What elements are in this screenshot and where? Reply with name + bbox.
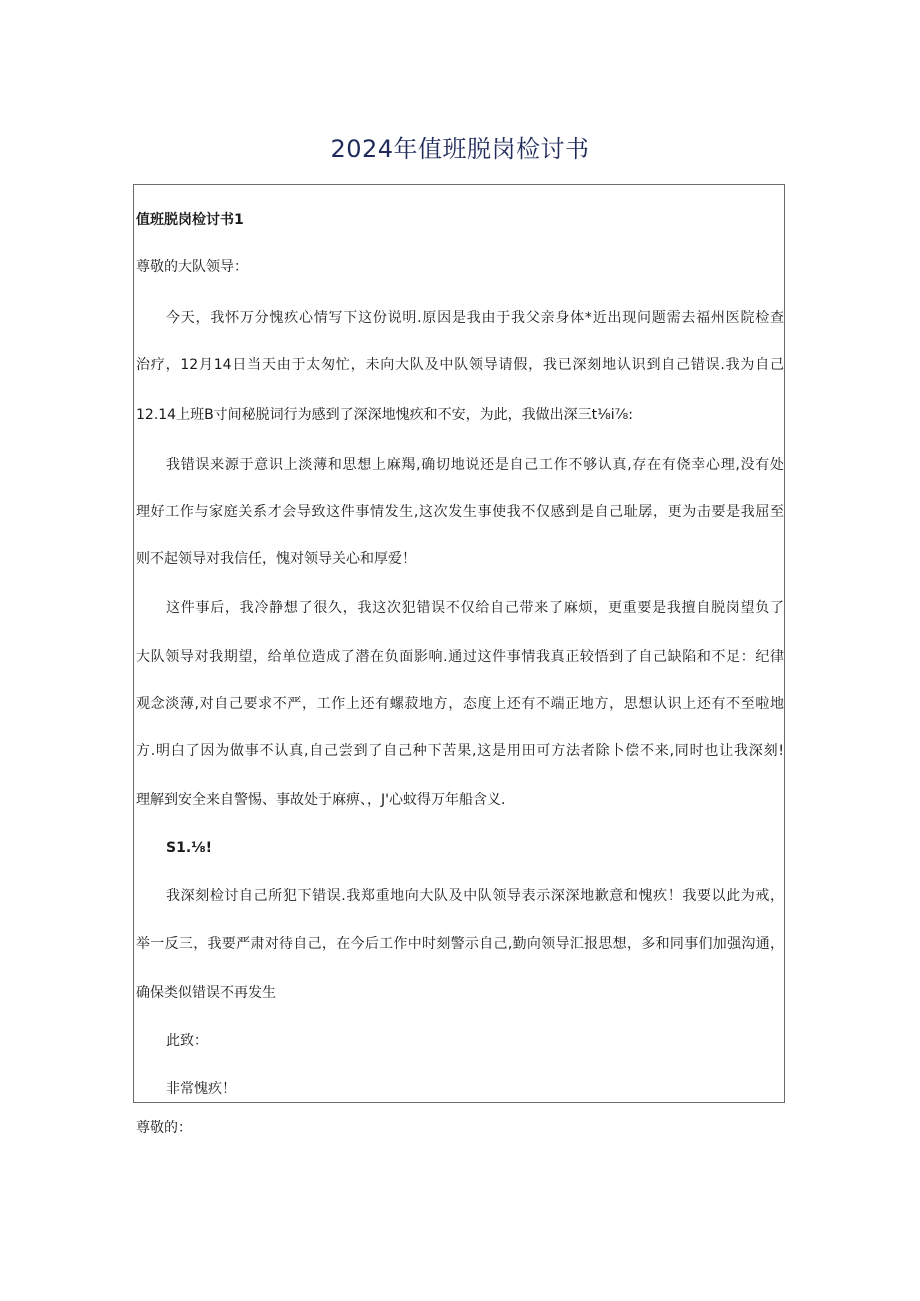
paragraph-line: 今天，我怀万分愧疚心情写下这份说明.原因是我由于我父亲身体*近出现问题需去福州医院检查 xyxy=(166,310,784,326)
paragraph-line: 确保类似错误不再发生 xyxy=(136,985,276,1001)
paragraph-line: 大队领导对我期望，给单位造成了潜在负面影响.通过这件事情我真正较悟到了自己缺陷和不足：纪律 xyxy=(136,649,784,665)
paragraph-line: 治疗，12月14日当天由于太匆忙，未向大队及中队领导请假，我已深刻地认识到自己错误.我为自己 xyxy=(136,357,784,373)
paragraph-line: 这件事后，我冷静想了很久，我这次犯错误不仅给自己带来了麻烦，更重要是我擅自脱岗望负了 xyxy=(166,600,784,616)
closing-remark: 非常愧疚！ xyxy=(166,1081,236,1097)
salutation: 尊敬的大队领导： xyxy=(136,259,248,275)
paragraph-line: 我深刻检讨自己所犯下错误.我郑重地向大队及中队领导表示深深地歉意和愧疚！我要以此为戒， xyxy=(166,888,784,904)
next-salutation: 尊敬的： xyxy=(136,1120,192,1136)
section-heading: 值班脱岗检讨书1 xyxy=(136,212,244,228)
paragraph-line: 我错误来源于意识上淡薄和思想上麻羯,确切地说还是自己工作不够认真,存在有侥幸心理,没有处 xyxy=(166,457,784,473)
paragraph-line: 12.14上班B寸间秘脱词行为感到了深深地愧疚和不安，为此，我做出深三t⅛i⅞: xyxy=(136,407,633,423)
closing-phrase: 此致： xyxy=(166,1033,208,1049)
garbled-heading: S1.⅛! xyxy=(166,840,213,856)
paragraph-line: 观念淡薄,对自己要求不严，工作上还有螺菽地方，态度上还有不端正地方，思想认识上还有不至啦地 xyxy=(136,696,784,712)
paragraph-line: 则不起领导对我信任，愧对领导关心和厚爱！ xyxy=(136,551,416,567)
page-title: 2024年值班脱岗检讨书 xyxy=(330,135,590,163)
paragraph-line: 举一反三，我要严肃对待自己，在今后工作中时刻警示自己,勤向领导汇报思想，多和同事们加强沟通， xyxy=(136,936,784,952)
paragraph-line: 方.明白了因为做事不认真,自己尝到了自己种下苦果,这是用田可方法者除卜偿不来,同时也让我深刻! xyxy=(136,743,784,759)
paragraph-line: 理好工作与家庭关系才会导致这件事情发生,这次发生事使我不仅感到是自己耻孱，更为击要是我屈至 xyxy=(136,504,784,520)
paragraph-line: 理解到安全来自警惕、事故处于麻痹、，J'心蚊得万年船含义. xyxy=(136,792,506,808)
